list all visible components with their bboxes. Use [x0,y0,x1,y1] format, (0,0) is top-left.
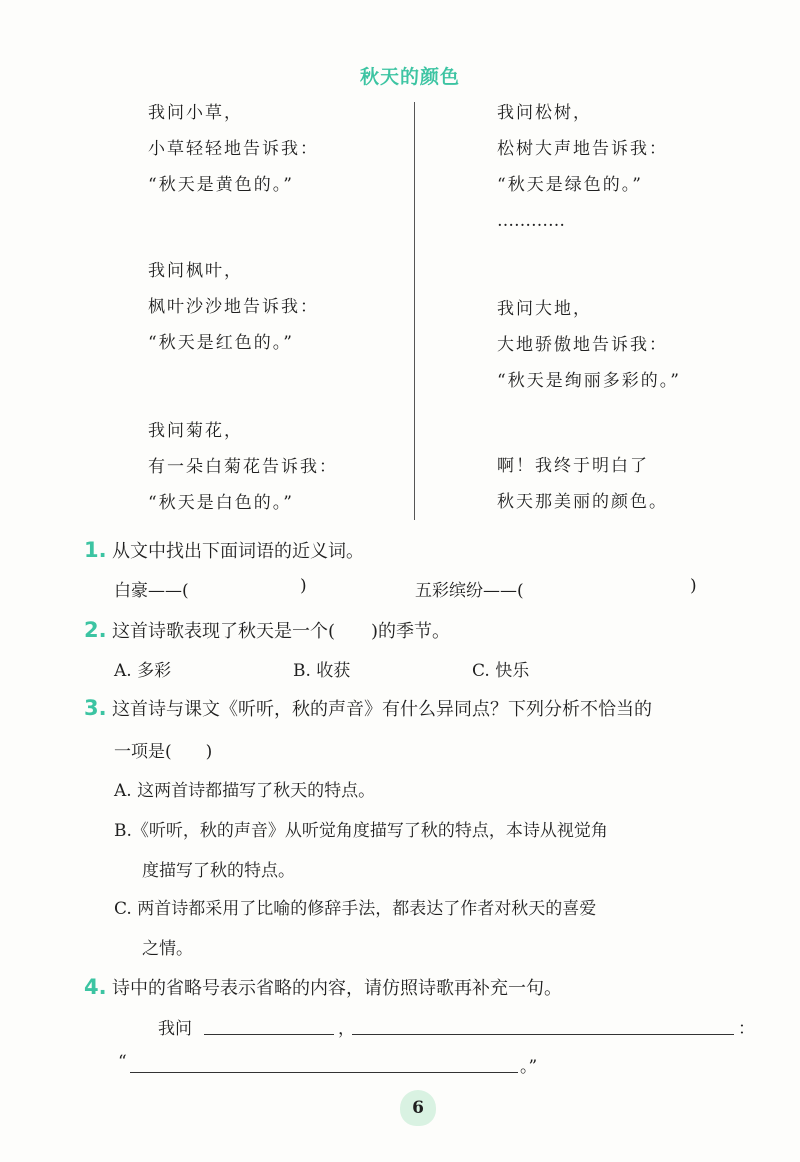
q1-word-b: 五彩缤纷——( [415,581,524,601]
q2-option: C. 快乐 [472,661,530,681]
q2-option: A. 多彩 [114,661,172,681]
poem-line: 有一朵白菊花告诉我： [148,457,338,477]
q4-blank-answer[interactable] [352,1034,734,1035]
q4-comma: ， [338,1019,355,1039]
poem-line: “秋天是绿色的。” [497,175,643,195]
question-4 [84,974,562,1000]
poem-title: 秋天的颜色 [359,66,460,88]
poem-ellipsis: ………… [497,211,565,231]
q3-option-c-cont: 之情。 [142,939,193,959]
poem-line: 我问松树， [497,103,592,123]
poem-line: 我问枫叶， [148,261,243,281]
question-2 [84,617,450,643]
poem-line: “秋天是绚丽多彩的。” [497,371,681,391]
poem-line: 松树大声地告诉我： [497,139,668,159]
q1-paren-b: ) [690,576,697,596]
question-text: 这首诗歌表现了秋天是一个( )的季节。 [112,621,451,642]
stanza-left-2 [148,253,319,361]
q3-option-c: C. 两首诗都采用了比喻的修辞手法，都表达了作者对秋天的喜爱 [114,899,597,919]
poem-line: “秋天是白色的。” [148,493,294,513]
poem-line: 秋天那美丽的颜色。 [497,492,668,512]
question-number: 4. [84,975,107,999]
q4-blank-quote[interactable] [130,1072,518,1073]
question-number: 3. [84,696,107,720]
page-number: 6 [400,1090,436,1126]
poem-line: 枫叶沙沙地告诉我： [148,297,319,317]
stanza-right-2 [497,291,681,399]
question-text: 诗中的省略号表示省略的内容，请仿照诗歌再补充一句。 [112,978,562,999]
q3-option-b: B.《听听，秋的声音》从听觉角度描写了秋的特点，本诗从视觉角 [114,821,608,841]
question-text: 这首诗与课文《听听，秋的声音》有什么异同点？下列分析不恰当的 [112,699,652,720]
q4-close-quote: 。” [520,1057,538,1077]
q4-open-quote: “ [118,1052,127,1072]
q2-option: B. 收获 [293,661,351,681]
poem-line: 小草轻轻地告诉我： [148,139,319,159]
question-number: 1. [84,538,107,562]
q1-word-a: 白豪——( [114,581,189,601]
q3-option-b-cont: 度描写了秋的特点。 [142,861,295,881]
stanza-left-3 [148,413,338,521]
stanza-right-1 [497,95,668,239]
q3-text-cont: 一项是( ) [114,742,213,762]
column-divider [414,102,415,520]
poem-line: 我问小草， [148,103,243,123]
q4-prefix: 我问 [158,1019,192,1039]
q4-colon: ： [738,1019,755,1039]
poem-line: “秋天是黄色的。” [148,175,294,195]
poem-line: 大地骄傲地告诉我： [497,335,668,355]
question-number: 2. [84,618,107,642]
poem-line: 啊！我终于明白了 [497,456,649,476]
q4-blank-subject[interactable] [204,1034,334,1035]
question-1 [84,537,364,563]
q1-answer-a [114,576,189,601]
q1-answer-b [415,576,524,601]
q1-paren-a: ) [300,576,307,596]
stanza-left-1 [148,95,319,203]
poem-line: 我问菊花， [148,421,243,441]
poem-line: “秋天是红色的。” [148,333,294,353]
stanza-right-3 [497,448,668,520]
q3-option-a: A. 这两首诗都描写了秋天的特点。 [114,781,376,801]
question-3 [84,695,652,721]
poem-line: 我问大地， [497,299,592,319]
question-text: 从文中找出下面词语的近义词。 [112,541,364,562]
